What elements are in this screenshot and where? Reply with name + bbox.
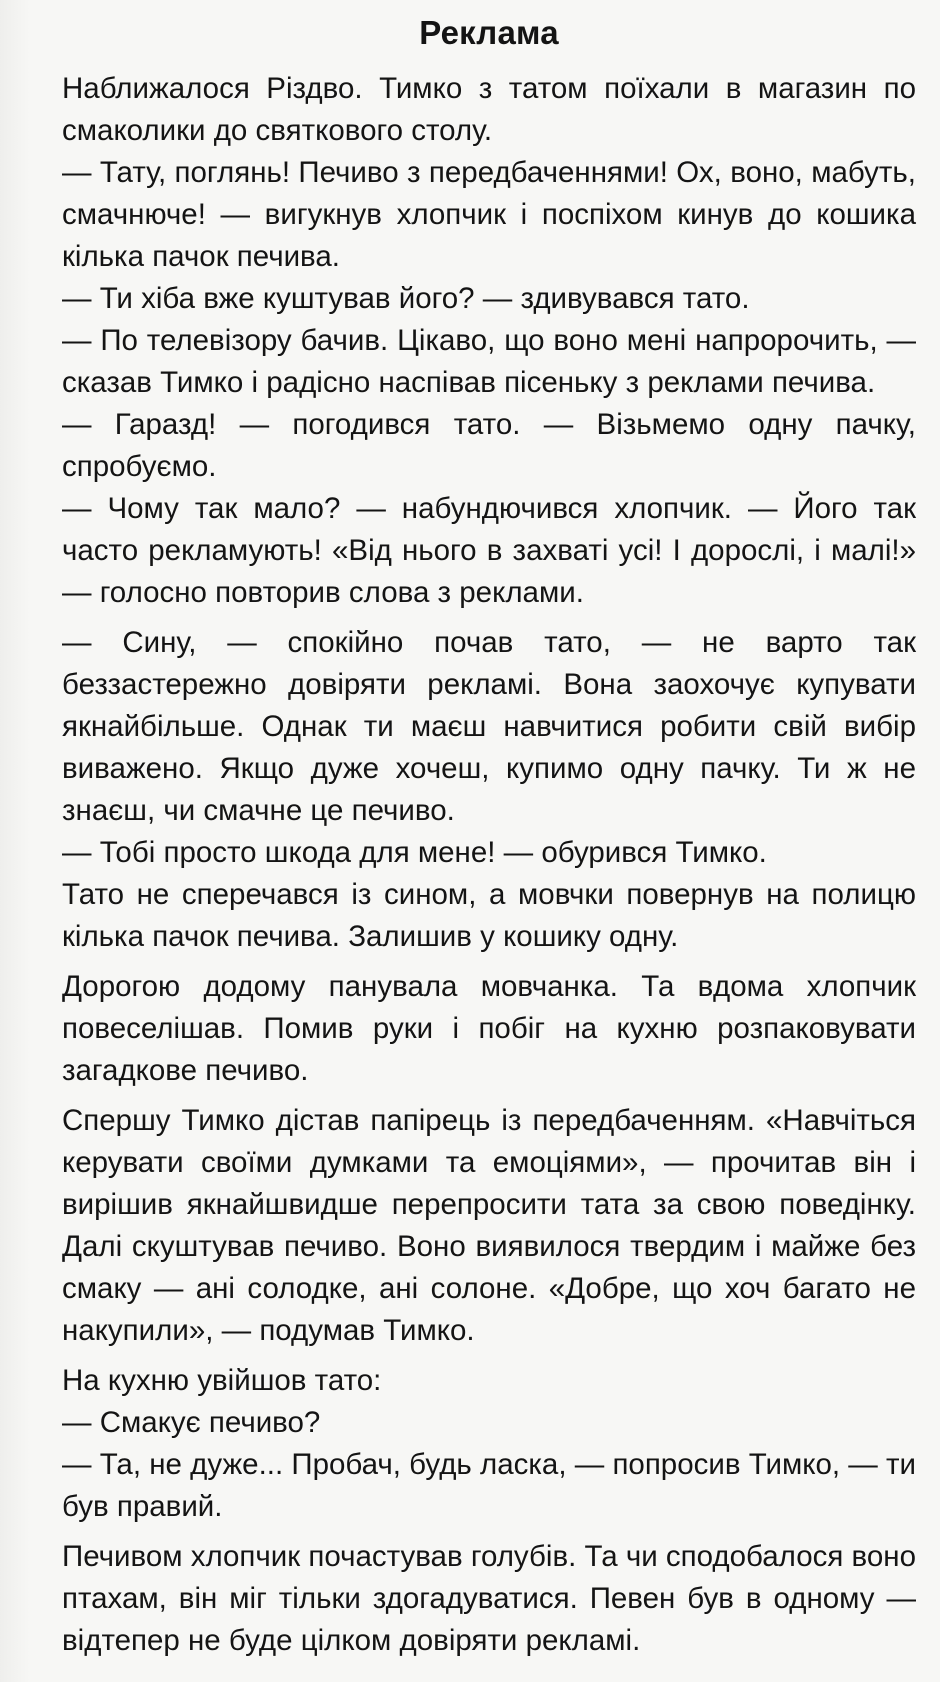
paragraph: Тато не сперечався із сином, а мовчки повернув на полицю кілька пачок печива. Залишив у кошику одну. (62, 878, 916, 953)
paragraph: — Чому так мало? — набундючився хлопчик. — Його так часто рекламують! «Від нього в захваті усі! І дорослі, і малі!» — голосно повторив слова з реклами. (62, 492, 916, 609)
paragraph: Наближалося Різдво. Тимко з татом поїхали в магазин по смаколики до святкового столу. (62, 72, 916, 147)
paragraph: — Гаразд! — погодився тато. — Візьмемо одну пачку, спробуємо. (62, 408, 916, 483)
paragraph: — Та, не дуже... Пробач, будь ласка, — попросив Тимко, — ти був правий. (62, 1448, 916, 1523)
paragraph: — Тобі просто шкода для мене! — обурився Тимко. (62, 836, 767, 869)
page-title: Реклама (419, 14, 559, 51)
paragraph: — Ти хіба вже куштував його? — здивувався тато. (62, 282, 750, 315)
paragraph: — Смакує печиво? (62, 1406, 321, 1439)
paragraph: — Тату, поглянь! Печиво з передбаченнями! Ох, воно, мабуть, смачнюче! — вигукнув хлопчик і поспіхом кинув до кошика кілька пачок печива. (62, 156, 916, 273)
paragraph: — Сину, — спокійно почав тато, — не варто так беззастережно довіряти рекламі. Вона заохочує купувати якнайбільше. Однак ти маєш навчитися робити свій вибір виважено. Якщо дуже хочеш, купимо одну пачку. Ти ж не знаєш, чи смачне це печиво. (62, 626, 916, 827)
paragraph: На кухню увійшов тато: (62, 1364, 382, 1397)
paragraph: Спершу Тимко дістав папірець із передбаченням. «Навчіться керувати своїми думками та емоціями», — прочитав він і вирішив якнайшвидше перепросити тата за свою поведінку. Далі скуштував печиво. Воно виявилося твердим і майже без смаку — ані солодке, ані солоне. «Добре, що хоч багато не накупили», — подумав Тимко. (62, 1104, 916, 1347)
paragraph: — По телевізору бачив. Цікаво, що воно мені напророчить, — сказав Тимко і радісно наспівав пісеньку з реклами печива. (62, 324, 916, 399)
story-text (62, 68, 916, 1662)
paragraph: Печивом хлопчик почастував голубів. Та чи сподобалося воно птахам, він міг тільки здогадуватися. Певен був в одному — відтепер не буде цілком довіряти рекламі. (62, 1540, 916, 1657)
paragraph: Дорогою додому панувала мовчанка. Та вдома хлопчик повеселішав. Помив руки і побіг на кухню розпаковувати загадкове печиво. (62, 970, 916, 1087)
